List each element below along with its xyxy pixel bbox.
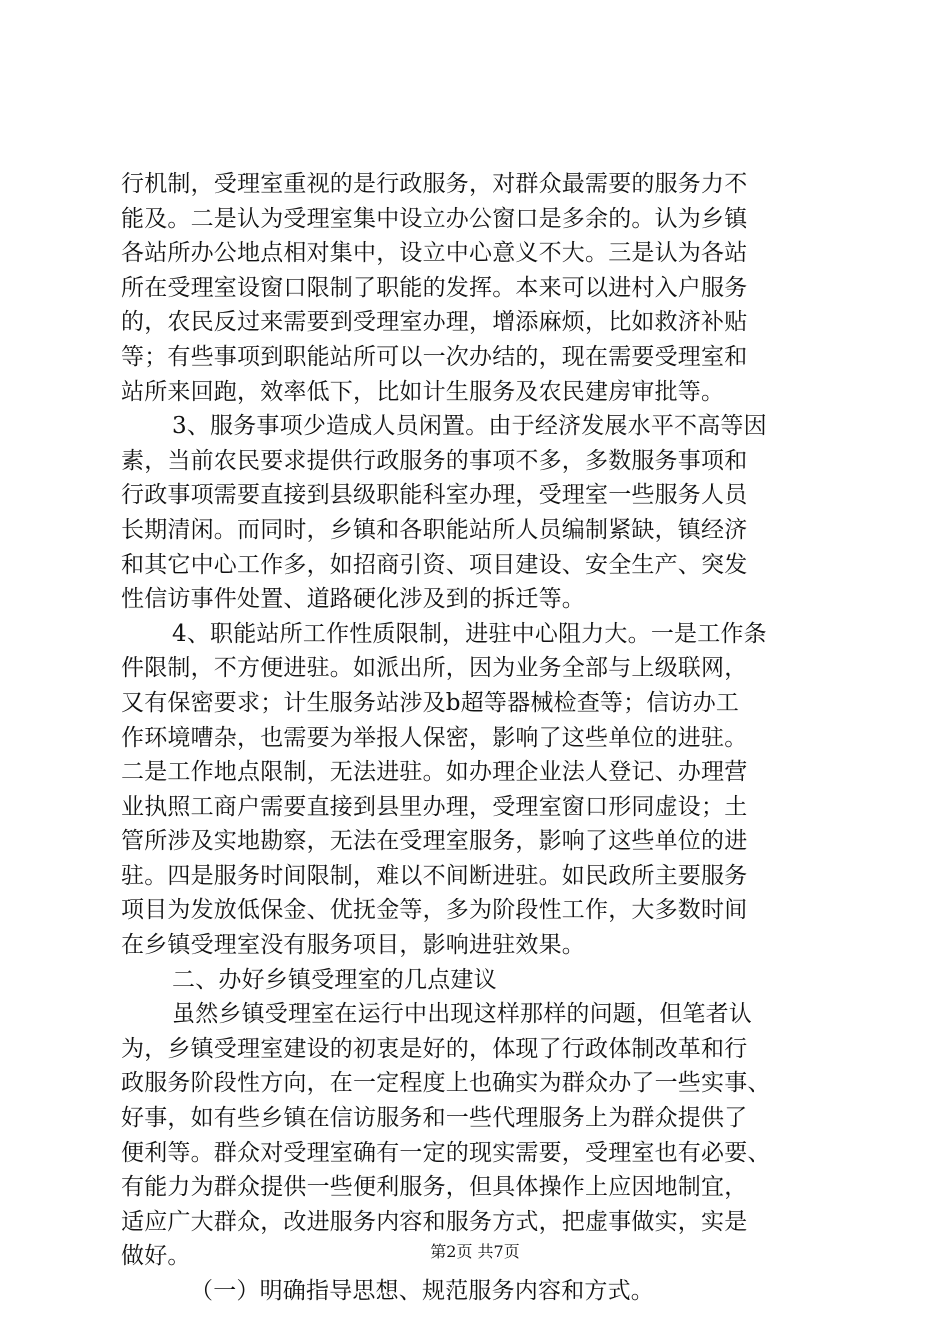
text-line: 二是工作地点限制，无法进驻。如办理企业法人登记、办理营 [121,759,748,786]
text-line: 件限制，不方便进驻。如派出所，因为业务全部与上级联网， [121,655,748,682]
text-line: 有能力为群众提供一些便利服务，但具体操作上应因地制宜， [121,1174,748,1201]
text-line: 长期清闲。而同时，乡镇和各职能站所人员编制紧缺，镇经济 [121,516,748,543]
text-line: 管所涉及实地勘察，无法在受理室服务，影响了这些单位的进 [121,828,748,855]
text-line: 做好。 [121,1243,191,1270]
text-line: 行机制，受理室重视的是行政服务，对群众最需要的服务力不 [121,171,748,197]
section-heading: 二、办好乡镇受理室的几点建议 [172,966,497,993]
text-line: 又有保密要求；计生服务站涉及b超等器械检查等；信访办工 [121,689,740,716]
text-line: 4、职能站所工作性质限制，进驻中心阻力大。一是工作条 [172,620,767,647]
text-line: 所在受理室设窗口限制了职能的发挥。本来可以进村入户服务 [121,274,748,301]
text-line: 能及。二是认为受理室集中设立办公窗口是多余的。认为乡镇 [121,205,748,232]
text-line: 虽然乡镇受理室在运行中出现这样那样的问题，但笔者认 [172,1001,752,1028]
text-line: 驻。四是服务时间限制，难以不间断进驻。如民政所主要服务 [121,862,748,889]
text-line: 政服务阶段性方向，在一定程度上也确实为群众办了一些实事、 [121,1070,771,1097]
text-line: 性信访事件处置、道路硬化涉及到的拆迁等。 [121,586,585,613]
subsection-heading: （一）明确指导思想、规范服务内容和方式。 [190,1278,654,1304]
text-line: 3、服务事项少造成人员闲置。由于经济发展水平不高等因 [172,413,767,440]
text-line: 在乡镇受理室没有服务项目，影响进驻效果。 [121,932,585,959]
text-line: 的，农民反过来需要到受理室办理，增添麻烦，比如救济补贴 [121,309,748,336]
text-line: 便利等。群众对受理室确有一定的现实需要，受理室也有必要、 [121,1139,771,1166]
text-line: 为，乡镇受理室建设的初衷是好的，体现了行政体制改革和行 [121,1035,748,1062]
page-footer: 第2页 共7页 [430,1242,520,1261]
text-line: 行政事项需要直接到县级职能科室办理，受理室一些服务人员 [121,482,748,509]
text-line: 素，当前农民要求提供行政服务的事项不多，多数服务事项和 [121,447,748,474]
text-line: 作环境嘈杂，也需要为举报人保密，影响了这些单位的进驻。 [121,724,748,751]
text-line: 项目为发放低保金、优抚金等，多为阶段性工作，大多数时间 [121,897,748,924]
text-line: 站所来回跑，效率低下，比如计生服务及农民建房审批等。 [121,378,725,405]
text-line: 适应广大群众，改进服务内容和服务方式，把虚事做实，实是 [121,1208,748,1235]
text-line: 等；有些事项到职能站所可以一次办结的，现在需要受理室和 [121,343,748,370]
text-line: 好事，如有些乡镇在信访服务和一些代理服务上为群众提供了 [121,1105,748,1132]
text-line: 和其它中心工作多，如招商引资、项目建设、安全生产、突发 [121,551,748,578]
body-text [121,167,833,1309]
text-line: 业执照工商户需要直接到县里办理，受理室窗口形同虚设；土 [121,793,748,820]
text-line: 各站所办公地点相对集中，设立中心意义不大。三是认为各站 [121,240,748,267]
